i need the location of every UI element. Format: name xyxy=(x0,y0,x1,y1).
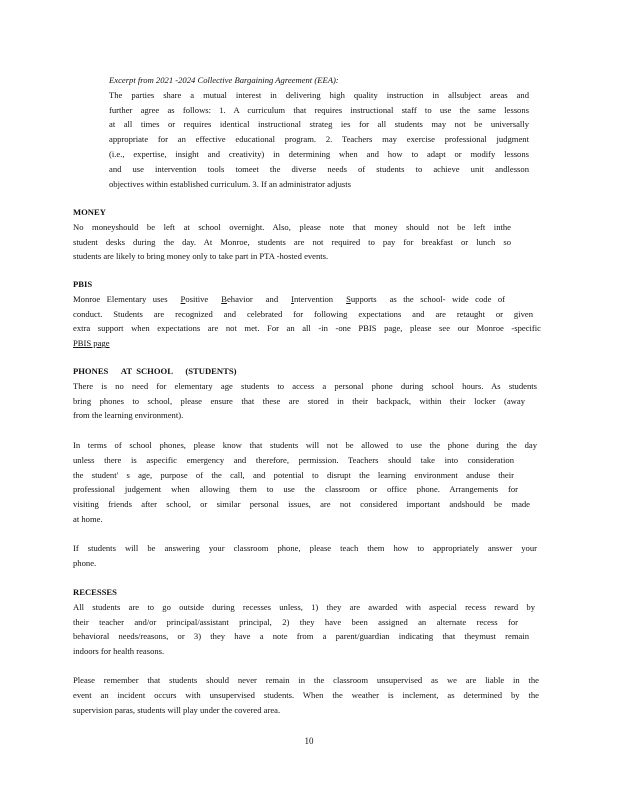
pbis-link-line xyxy=(73,336,533,351)
recesses-line: Please remember that students should never remain in the classroom unsupervised as we are liable in the xyxy=(73,675,539,685)
phones-line: bring phones to school, please ensure that these are stored in their backpack, within their locker (away xyxy=(73,395,525,406)
phones-heading: PHONES AT SCHOOL (STUDENTS) xyxy=(73,366,237,376)
excerpt-line: at all times or requires identical instructional strateg ies for all students may not be universally xyxy=(109,119,529,130)
pbis-line: extra support when expectations are not met. For an all -in -one PBIS page, please see our Monroe -specific xyxy=(73,323,541,334)
excerpt-block xyxy=(109,73,529,191)
money-section xyxy=(73,205,511,264)
phones-line: from the learning environment). xyxy=(73,410,184,421)
recesses-line: their teacher and/or principal/assistant principal, 2) they have been assigned an alternate recess for xyxy=(73,616,518,627)
recesses-line: All students are to go outside during recesses unless, 1) they are awarded with aspecial recess reward by xyxy=(73,601,535,612)
excerpt-line: further agree as follows: 1. A curriculum that requires instructional staff to use the same lessons xyxy=(109,104,529,115)
recesses-paragraph-2 xyxy=(73,673,539,717)
recesses-line: behavioral needs/reasons, or 3) they have a note from a parent/guardian indicating that theymust remain xyxy=(73,631,529,642)
pbis-p-letter: P xyxy=(180,293,186,304)
recesses-line: event an incident occurs with unsupervised students. When the weather is inclement, as determined by the xyxy=(73,689,539,700)
phones-line: phone. xyxy=(73,557,97,568)
pbis-b-rest: ehavior xyxy=(226,293,253,304)
pbis-page-link[interactable]: PBIS page xyxy=(73,338,110,349)
pbis-and-word: and xyxy=(265,293,279,304)
recesses-line: supervision paras, students will play under the covered area. xyxy=(73,704,281,715)
pbis-line-1 xyxy=(73,292,505,307)
recesses-line: indoors for health reasons. xyxy=(73,646,165,657)
phones-line: If students will be answering your classroom phone, please teach them how to appropriately answer your xyxy=(73,543,537,553)
phones-line: professional judgement when allowing them to use the classroom or office phone. Arrangements for xyxy=(73,484,518,495)
phones-paragraph-3 xyxy=(73,541,537,571)
money-line: students are likely to bring money only to take part in PTA -hosted events. xyxy=(73,251,329,262)
pbis-section xyxy=(73,277,541,351)
excerpt-line: objectives within established curriculum. 3. If an administrator adjusts xyxy=(109,178,352,189)
excerpt-line: (i.e., expertise, insight and creativity) in determining when and how to adapt or modify lessons xyxy=(109,148,529,159)
pbis-line: conduct. Students are recognized and celebrated for following expectations and are retaught or given xyxy=(73,308,533,319)
phones-paragraph-2 xyxy=(73,438,537,527)
pbis-line-prefix: Monroe Elementary uses xyxy=(73,293,168,304)
money-heading: MONEY xyxy=(73,207,106,217)
phones-line: In terms of school phones, please know that students will not be allowed to use the phone during the day xyxy=(73,440,537,450)
recesses-section xyxy=(73,585,535,659)
money-line: No moneyshould be left at school overnight. Also, please note that money should not be left inthe xyxy=(73,221,511,232)
pbis-s-rest: upports xyxy=(350,293,377,304)
pbis-heading: PBIS xyxy=(73,279,93,289)
pbis-s-letter: S xyxy=(346,293,351,304)
phones-section xyxy=(73,364,537,423)
recesses-heading: RECESSES xyxy=(73,587,117,597)
pbis-i-rest: ntervention xyxy=(293,293,334,304)
money-line: student desks during the day. At Monroe, students are not required to pay for breakfast or lunch so xyxy=(73,236,511,247)
phones-line: the student' s age, purpose of the call, and potential to disrupt the learning environment anduse their xyxy=(73,469,514,480)
pbis-p-rest: ositive xyxy=(185,293,209,304)
phones-line: unless there is aspecific emergency and therefore, permission. Teachers should take into consideration xyxy=(73,454,514,465)
phones-line: visiting friends after school, or similar personal issues, are not considered important andshould be made xyxy=(73,499,530,510)
pbis-i-letter: I xyxy=(291,293,294,304)
pbis-b-letter: B xyxy=(221,293,227,304)
excerpt-title: Excerpt from 2021 -2024 Collective Bargaining Agreement (EEA): xyxy=(109,75,339,85)
page-number: 10 xyxy=(304,736,314,746)
excerpt-line: appropriate for an effective educational program. 2. Teachers may exercise professional judgment xyxy=(109,134,529,145)
phones-line: at home. xyxy=(73,513,103,524)
excerpt-line: The parties share a mutual interest in delivering high quality instruction in allsubject areas and xyxy=(109,89,529,100)
pbis-line-suffix: as the school- wide code of xyxy=(389,293,506,304)
phones-line: There is no need for elementary age students to access a personal phone during school hours. As students xyxy=(73,380,537,391)
excerpt-line: and use intervention tools tomeet the diverse needs of students to achieve unit andlesson xyxy=(109,163,529,174)
